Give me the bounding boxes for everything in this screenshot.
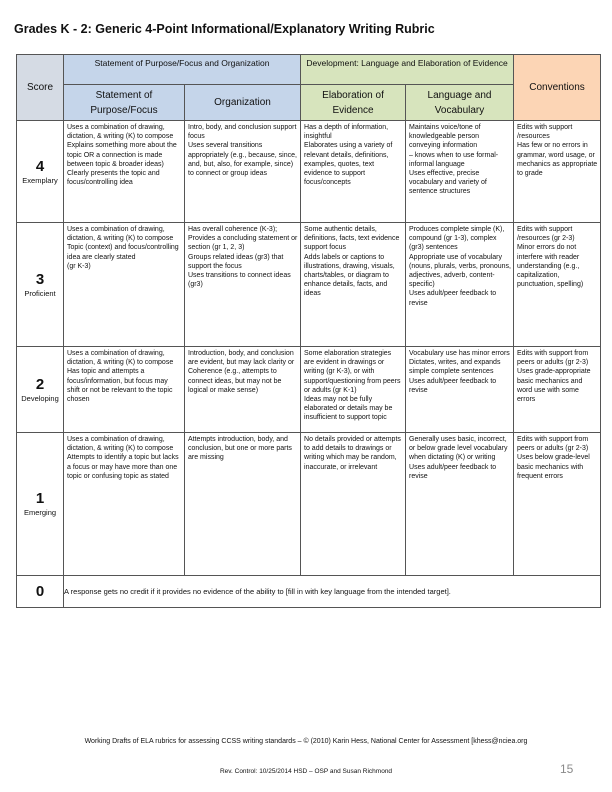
table-row [17,223,601,347]
table-row [17,347,601,433]
score-header: Score [17,55,64,121]
score-value: 1 [35,490,45,507]
page-number: 15 [560,762,574,776]
score-cell [17,121,64,223]
language-cell: Generally uses basic, incorrect, or below grade level vocabulary when dictating (K) or writing Uses adult/peer feedback to revise [409,436,508,480]
table-row [17,121,601,223]
conventions-cell: Edits with support /resources (gr 2-3) Minor errors do not interfere with reader understanding (e.g., capitalization, punctuation, spelling) [517,226,584,289]
organization-cell: Introduction, body, and conclusion are evident, but may lack clarity or Coherence (e.g., attempts to connect ideas, but may not be logical or make sense) [188,350,295,394]
rubric-table [16,54,601,608]
conventions-cell: Edits with support /resources Has few or no errors in grammar, word usage, or mechanics as appropriate to grade [517,124,598,178]
purpose-group-header: Statement of Purpose/Focus and Organization [64,55,301,85]
footer-revision: Rev. Control: 10/25/2014 HSD – OSP and Susan Richmond [219,768,393,775]
table-row [17,433,601,576]
score-label: Exemplary [22,175,58,185]
elaboration-header: Elaboration of Evidence [301,85,406,121]
elaboration-cell: Some elaboration strategies are evident in drawings or writing (gr K-3), or with support/questioning from peers or adults (gr K-1) Ideas may not be fully elaborated or details may be insufficient to support topic [304,350,401,422]
score-value: 0 [35,582,45,600]
conventions-cell: Edits with support from peers or adults (gr 2-3) Uses below grade-level basic mechanics with frequent errors [517,436,590,480]
organization-cell: Has overall coherence (K-3); Provides a concluding statement or section (gr 1, 2, 3) Groups related ideas (gr3) that support the focus Uses transitions to connect ideas (gr3) [188,226,298,289]
score-value: 3 [35,270,45,288]
language-cell: Vocabulary use has minor errors Dictates, writes, and expands simple complete sentences Uses adult/peer feedback to revise [409,350,510,394]
organization-header: Organization [185,85,301,121]
statement-header: Statement of Purpose/Focus [64,85,185,121]
score-value: 4 [35,157,45,175]
language-cell: Produces complete simple (K), compound (gr 1-3), complex (gr3) sentences Appropriate use of vocabulary (nouns, plurals, verbs, pronouns, adjectives, adverb, content-specific) Uses adult/peer feedback to revise [409,226,511,307]
score-label: Emerging [23,508,57,517]
footer-credit: Working Drafts of ELA rubrics for assessing CCSS writing standards – © (2010) Karin Hess, National Center for Assessment [khess@nciea.org [84,738,528,745]
statement-cell: Uses a combination of drawing, dictation, & writing (K) to compose Topic (context) and focus/controlling idea are clearly stated (gr K-3) [67,226,179,270]
elaboration-cell: Has a depth of information, insightful Elaborates using a variety of relevant details, definitions, examples, quotes, text evidence to support focus/concepts [304,124,393,187]
score-cell [17,347,64,433]
score-value: 2 [35,375,45,393]
score-label: Developing [21,393,59,403]
page-title: Grades K - 2: Generic 4-Point Informational/Explanatory Writing Rubric [14,22,435,36]
conventions-cell: Edits with support from peers or adults (gr 2-3) Uses grade-appropriate basic mechanics and word use with some errors [517,350,591,404]
language-header: Language and Vocabulary [406,85,514,121]
score-cell [17,223,64,347]
statement-cell: Uses a combination of drawing, dictation, & writing (K) to compose Attempts to identify a topic but lacks a focus or may have more than one topic or confusing topic as stated [67,436,179,480]
elaboration-cell: No details provided or attempts to add details to drawings or writing which may be random, inaccurate, or irrelevant [304,436,401,471]
zero-score-description: A response gets no credit if it provides no evidence of the ability to [fill in with key language from the intended target]. [64,576,601,608]
development-group-header: Development: Language and Elaboration of Evidence [301,55,514,85]
table-row [17,576,601,608]
elaboration-cell: Some authentic details, definitions, facts, text evidence support focus Adds labels or captions to illustrations, drawing, visuals, charts/tables, or diagram to enhance details, facts, and ideas [304,226,400,298]
organization-cell: Intro, body, and conclusion support focus Uses several transitions appropriately (e.g., because, since, and, but, also, for example, since) to connect or group ideas [188,124,297,178]
statement-cell: Uses a combination of drawing, dictation, & writing (K) to compose Has topic and attempts a focus/information, but focus may shift or not be relevant to the topic chosen [67,350,174,404]
statement-cell: Uses a combination of drawing, dictation, & writing (K) to compose Explains something more about the topic OR a connection is made between topic & broader ideas) Clearly presents the topic and focus/controlling idea [67,124,177,187]
organization-cell: Attempts introduction, body, and conclusion, but one or more parts are missing [188,436,292,462]
language-cell: Maintains voice/tone of knowledgeable person conveying information – knows when to use formal-informal language Uses effective, precise vocabulary and variety of sentence structures [409,124,499,196]
score-cell [17,576,64,608]
conventions-header: Conventions [514,55,601,121]
score-label: Proficient [24,288,56,298]
score-cell [17,433,64,576]
